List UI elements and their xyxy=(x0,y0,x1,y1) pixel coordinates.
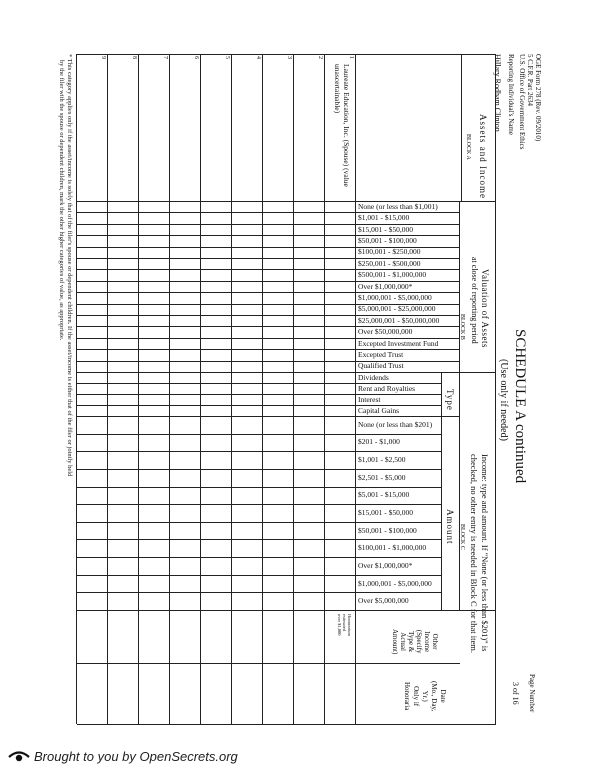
income-amount-col-2-header: $1,001 - $2,500 xyxy=(358,455,406,465)
valuation-col-0-header: None (or less than $1,001) xyxy=(358,201,438,211)
income-type-col-2-header: Interest xyxy=(358,394,381,404)
valuation-col-2-header: $15,001 - $50,000 xyxy=(358,224,413,234)
valuation-col-12-header: Excepted Investment Fund xyxy=(358,338,439,348)
row-number: 1 xyxy=(348,56,354,59)
valuation-col-6-header: $500,001 - $1,000,000 xyxy=(358,270,427,280)
frame-left xyxy=(77,54,496,55)
block-b-title: Valuation of Assets xyxy=(480,269,490,348)
income-amount-col-3-header: $2,501 - $5,000 xyxy=(358,472,406,482)
block-c-title-2: checked, no other entry is needed in Block C for that item. xyxy=(469,454,479,653)
income-amount-col-9-header: $1,000,001 - $5,000,000 xyxy=(358,578,432,588)
block-a-title: Assets and Income xyxy=(478,114,488,199)
footnote-line-1: * This category applies only if the asset/income is solely that of the filer's spouse or dependent children. If the asset/income is either that of the filer or jointly held xyxy=(66,54,73,477)
row-number: 6 xyxy=(193,56,199,59)
income-amount-col-6-header: $50,001 - $100,000 xyxy=(358,525,417,535)
valuation-col-3-header: $50,001 - $100,000 xyxy=(358,235,417,245)
row-number: 2 xyxy=(317,56,323,59)
income-amount-col-5-header: $15,001 - $50,000 xyxy=(358,508,413,517)
schedule-title: SCHEDULE A continued xyxy=(512,329,528,484)
valuation-col-9-header: $5,000,001 - $25,000,000 xyxy=(358,304,436,314)
footer-credit[interactable]: Brought to you by OpenSecrets.org xyxy=(34,749,238,764)
income-type-col-1-header: Rent and Royalties xyxy=(358,383,416,393)
asset-description: Laureate Education, Inc. (Spouse) (value unascertainable) xyxy=(333,64,351,187)
page-number: 3 of 16 xyxy=(511,682,520,705)
valuation-col-14-header: Qualified Trust xyxy=(358,361,404,371)
row-number: 3 xyxy=(286,56,292,59)
valuation-col-8-header: $1,000,001 - $5,000,000 xyxy=(358,292,432,302)
reporting-name: Hillary Rodham Clinton xyxy=(493,54,502,132)
footnote-line-2: by the filer with the spouse or dependent children, mark the other higher categories of value, as appropriate. xyxy=(58,60,65,341)
income-amount-col-1-header: $201 - $1,000 xyxy=(358,437,400,447)
page-number-label: Page Number xyxy=(528,674,536,713)
frame-right xyxy=(77,724,496,725)
row-number: 7 xyxy=(162,56,168,59)
row-number: 9 xyxy=(100,56,106,59)
other-income-entry: Honorarium estimated over $1,000 xyxy=(337,614,352,636)
row-number: 4 xyxy=(255,56,261,59)
amount-label: Amount xyxy=(445,509,455,545)
valuation-col-11-header: Over $50,000,000 xyxy=(358,327,413,337)
block-a-label: BLOCK A xyxy=(465,134,471,160)
row-number: 5 xyxy=(224,56,230,59)
row-number: 8 xyxy=(131,56,137,59)
income-type-col-3-header: Capital Gains xyxy=(358,405,400,415)
valuation-col-5-header: $250,001 - $500,000 xyxy=(358,258,421,268)
valuation-col-10-header: $25,000,001 - $50,000,000 xyxy=(358,315,440,325)
valuation-col-4-header: $100,001 - $250,000 xyxy=(358,247,421,257)
income-amount-col-0-header: None (or less than $201) xyxy=(358,419,433,429)
form-id-line-2: 5 C.F.R. Part 2634 xyxy=(526,54,534,106)
schedule-subtitle: (Use only if needed) xyxy=(498,359,509,441)
block-c-label: BLOCK C xyxy=(459,524,465,550)
block-c-other-separator xyxy=(77,610,496,611)
block-b-label: BLOCK B xyxy=(459,314,465,340)
form-id-line-3: U.S. Office of Government Ethics xyxy=(518,54,526,150)
type-label: Type xyxy=(445,389,455,411)
valuation-col-13-header: Excepted Trust xyxy=(358,349,404,359)
income-amount-col-4-header: $5,001 - $15,000 xyxy=(358,490,410,500)
income-amount-col-10-header: Over $5,000,000 xyxy=(358,596,409,606)
other-income-header: Other Income (Specify Type & Actual Amount) xyxy=(391,629,439,655)
block-c-title: Income: type and amount. If "None (or less than $201)" is xyxy=(480,454,490,652)
valuation-col-7-header: Over $1,000,000* xyxy=(358,281,413,291)
block-b-subtitle: at close of reporting period xyxy=(470,257,479,344)
valuation-col-1-header: $1,001 - $15,000 xyxy=(358,213,410,223)
reporting-name-label: Reporting Individual's Name xyxy=(507,54,515,135)
income-amount-col-8-header: Over $1,000,000* xyxy=(358,560,413,570)
form-id-line-1: OGE Form 278 (Rev. 09/2010) xyxy=(534,54,542,142)
income-amount-col-7-header: $100,001 - $1,000,000 xyxy=(358,543,427,553)
opensecrets-eye-logo xyxy=(8,748,30,764)
income-type-col-0-header: Dividends xyxy=(358,372,389,382)
page-footer xyxy=(0,740,600,770)
schedule-a-form xyxy=(57,54,542,724)
frame-top xyxy=(495,54,496,724)
date-honoraria-header: Date (Mo., Day, Yr.) Only if Honoraria xyxy=(403,681,447,712)
